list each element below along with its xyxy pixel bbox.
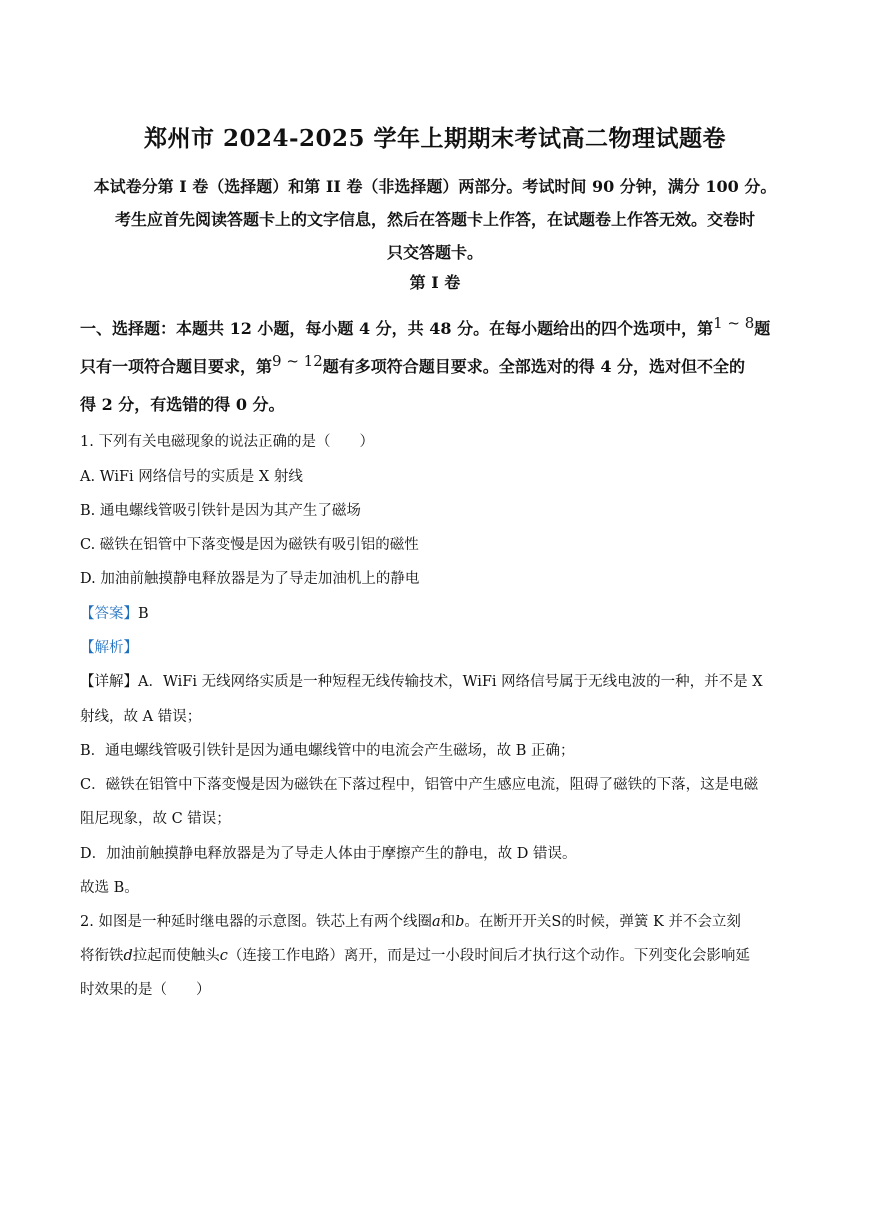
answer-label: 【答案】 (80, 606, 138, 622)
question-2-text: 将衔铁 (80, 948, 124, 964)
detail-line: 故选 B。 (80, 880, 139, 896)
question-2-text: 2. 如图是一种延时继电器的示意图。铁芯上有两个线圈 (80, 914, 432, 930)
instructions-text: 只有一项符合题目要求，第 (80, 357, 273, 376)
question-1-option-a: A. WiFi 网络信号的实质是 X 射线 (80, 469, 303, 485)
question-1-option-d: D. 加油前触摸静电释放器是为了导走加油机上的静电 (80, 571, 420, 587)
section-instructions (80, 310, 795, 424)
question-1-stem: 1. 下列有关电磁现象的说法正确的是（ ） (80, 434, 374, 450)
coil-a-variable: a (431, 914, 441, 930)
instructions-line (80, 310, 795, 348)
exam-intro (70, 170, 800, 269)
detail-line: 射线，故 A 错误； (80, 709, 202, 725)
detail-line: B．通电螺线管吸引铁针是因为通电螺线管中的电流会产生磁场，故 B 正确； (80, 743, 575, 759)
question-range: 9 ~ 12 (272, 352, 323, 370)
section-heading: 第 I 卷 (409, 273, 461, 292)
question-2-line: 时效果的是（ ） (80, 982, 211, 998)
instructions-line: 得 2 分，有选错的得 0 分。 (80, 395, 285, 414)
detail-label: 【详解】 (80, 674, 138, 690)
answer-value: B (138, 606, 149, 622)
instructions-text: 题 (754, 319, 771, 338)
contact-c-variable: c (219, 948, 228, 964)
intro-line: 只交答题卡。 (386, 243, 483, 262)
question-2-text: 和 (440, 914, 456, 930)
intro-line: 本试卷分第 I 卷（选择题）和第 II 卷（非选择题）两部分。考试时间 90 分钟，满分 100 分。 (93, 177, 777, 196)
coil-b-variable: b (455, 914, 465, 930)
analysis-label: 【解析】 (80, 640, 138, 656)
question-2-text: （连接工作电路）离开，而是过一小段时间后才执行这个动作。下列变化会影响延 (227, 948, 750, 964)
question-2-text: 。在断开开关 (464, 914, 552, 930)
question-2-text: 拉起而使触头 (132, 948, 220, 964)
instructions-text: 一、选择题：本题共 12 小题，每小题 4 分，共 48 分。在每小题给出的四个选项中，第 (80, 319, 714, 338)
question-2-line (80, 910, 741, 931)
armature-d-variable: d (123, 948, 133, 964)
intro-line: 考生应首先阅读答题卡上的文字信息，然后在答题卡上作答，在试题卷上作答无效。交卷时 (114, 210, 755, 229)
switch-s-variable: S (551, 914, 562, 930)
detail-line: 阻尼现象，故 C 错误； (80, 811, 231, 827)
question-1-option-c: C. 磁铁在铝管中下落变慢是因为磁铁有吸引铝的磁性 (80, 537, 419, 553)
detail-line: C．磁铁在铝管中下落变慢是因为磁铁在下落过程中，铝管中产生感应电流，阻碍了磁铁的下落，这是电磁 (80, 777, 759, 793)
question-1-option-b: B. 通电螺线管吸引铁针是因为其产生了磁场 (80, 503, 361, 519)
question-range: 1 ~ 8 (713, 314, 755, 332)
page-title: 郑州市 2024-2025 学年上期期末考试高二物理试题卷 (143, 125, 727, 152)
instructions-text: 题有多项符合题目要求。全部选对的得 4 分，选对但不全的 (322, 357, 746, 376)
answer-row (80, 602, 149, 623)
question-2-text: 的时候，弹簧 K 并不会立刻 (561, 914, 741, 930)
detail-line: A．WiFi 无线网络实质是一种短程无线传输技术，WiFi 网络信号属于无线电波的一种，并不是 X (138, 674, 763, 690)
question-2-line (80, 944, 750, 965)
detail-line: D．加油前触摸静电释放器是为了导走人体由于摩擦产生的静电，故 D 错误。 (80, 846, 577, 862)
instructions-line (80, 348, 795, 386)
detail-row (80, 670, 763, 691)
